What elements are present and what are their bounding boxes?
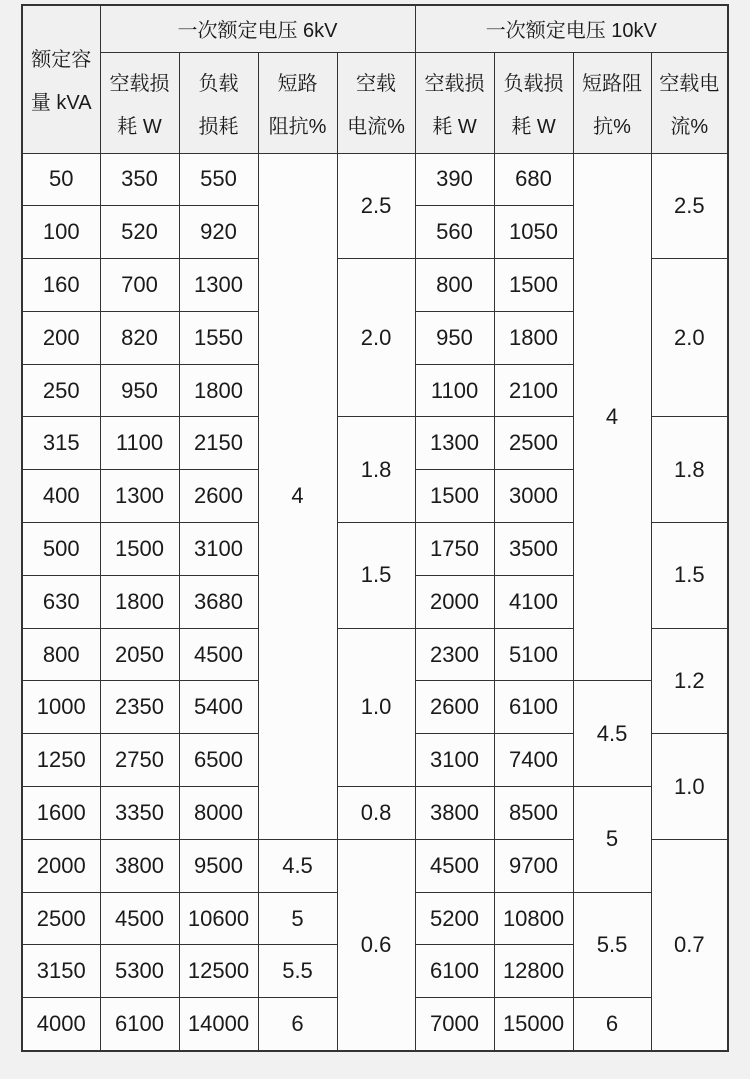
header-line: 抗% [593,115,631,138]
no-load-current-6kv-cell: 1.8 [337,417,415,523]
capacity-cell: 160 [22,259,100,312]
no-load-current-10kv-cell: 1.5 [651,523,728,629]
no-load-current-6kv-cell: 0.6 [337,839,415,1050]
no-load-current-6kv-cell: 1.0 [337,628,415,786]
load-loss-6kv-cell: 9500 [179,839,258,892]
load-loss-10kv-cell: 3000 [494,470,573,523]
no-load-loss-10kv-cell: 4500 [415,839,494,892]
table-row [22,787,728,840]
no-load-current-6kv-cell: 1.5 [337,523,415,629]
capacity-cell: 2000 [22,839,100,892]
impedance-10kv-cell: 4 [573,153,651,681]
impedance-10kv-cell: 6 [573,998,651,1051]
header-line: 耗 W [117,115,162,138]
no-load-current-6kv-cell: 0.8 [337,787,415,840]
no-load-loss-6kv-cell: 3800 [100,839,179,892]
spec-table [21,4,729,1052]
no-load-loss-10kv-cell: 3800 [415,787,494,840]
header-no-load-loss-10kv [415,52,494,153]
capacity-cell: 315 [22,417,100,470]
header-line: 空载电 [659,72,720,95]
capacity-cell: 500 [22,523,100,576]
no-load-loss-6kv-cell: 4500 [100,892,179,945]
header-load-loss-6kv [179,52,258,153]
header-line: 阻抗% [268,115,327,138]
capacity-cell: 1250 [22,734,100,787]
no-load-loss-10kv-cell: 1500 [415,470,494,523]
load-loss-10kv-cell: 2100 [494,364,573,417]
load-loss-10kv-cell: 4100 [494,575,573,628]
load-loss-6kv-cell: 1550 [179,311,258,364]
no-load-current-6kv-cell: 2.0 [337,259,415,417]
capacity-cell: 1000 [22,681,100,734]
no-load-loss-6kv-cell: 3350 [100,787,179,840]
header-line: 短路阻 [582,72,643,95]
no-load-loss-6kv-cell: 2350 [100,681,179,734]
no-load-loss-6kv-cell: 1300 [100,470,179,523]
header-no-load-loss-6kv [100,52,179,153]
capacity-header-line1: 额定容 [31,49,92,72]
header-line: 空载损 [424,72,485,95]
no-load-loss-10kv-cell: 1750 [415,523,494,576]
no-load-loss-10kv-cell: 2600 [415,681,494,734]
table-header [22,5,728,153]
no-load-loss-10kv-cell: 2300 [415,628,494,681]
capacity-cell: 250 [22,364,100,417]
load-loss-10kv-cell: 5100 [494,628,573,681]
capacity-cell: 1600 [22,787,100,840]
section-header-10kv: 一次额定电压 10kV [415,5,728,52]
load-loss-10kv-cell: 2500 [494,417,573,470]
header-line: 电流% [347,115,405,138]
load-loss-10kv-cell: 8500 [494,787,573,840]
load-loss-6kv-cell: 550 [179,153,258,206]
header-load-loss-10kv [494,52,573,153]
no-load-loss-10kv-cell: 5200 [415,892,494,945]
capacity-cell: 200 [22,311,100,364]
no-load-loss-10kv-cell: 6100 [415,945,494,998]
capacity-cell: 4000 [22,998,100,1051]
no-load-loss-6kv-cell: 2050 [100,628,179,681]
header-no-load-current-10kv [651,52,728,153]
no-load-loss-6kv-cell: 6100 [100,998,179,1051]
load-loss-10kv-cell: 15000 [494,998,573,1051]
no-load-loss-6kv-cell: 1500 [100,523,179,576]
header-line: 耗 W [432,115,477,138]
load-loss-6kv-cell: 12500 [179,945,258,998]
impedance-6kv-cell: 5 [258,892,337,945]
no-load-loss-6kv-cell: 1800 [100,575,179,628]
impedance-10kv-cell: 5.5 [573,892,651,998]
no-load-current-10kv-cell: 0.7 [651,839,728,1050]
load-loss-6kv-cell: 10600 [179,892,258,945]
load-loss-10kv-cell: 3500 [494,523,573,576]
impedance-6kv-cell: 4.5 [258,839,337,892]
no-load-loss-10kv-cell: 1300 [415,417,494,470]
no-load-loss-10kv-cell: 2000 [415,575,494,628]
load-loss-6kv-cell: 8000 [179,787,258,840]
capacity-cell: 100 [22,206,100,259]
load-loss-10kv-cell: 10800 [494,892,573,945]
load-loss-6kv-cell: 3100 [179,523,258,576]
header-line: 短路 [277,72,318,95]
table-row [22,153,728,206]
no-load-loss-6kv-cell: 700 [100,259,179,312]
impedance-6kv-cell: 5.5 [258,945,337,998]
load-loss-6kv-cell: 14000 [179,998,258,1051]
no-load-loss-10kv-cell: 3100 [415,734,494,787]
no-load-loss-6kv-cell: 5300 [100,945,179,998]
impedance-6kv-cell: 4 [258,153,337,839]
load-loss-10kv-cell: 12800 [494,945,573,998]
header-line: 耗 W [511,115,556,138]
load-loss-6kv-cell: 920 [179,206,258,259]
load-loss-10kv-cell: 7400 [494,734,573,787]
load-loss-6kv-cell: 4500 [179,628,258,681]
no-load-loss-6kv-cell: 820 [100,311,179,364]
no-load-loss-10kv-cell: 560 [415,206,494,259]
no-load-current-6kv-cell: 2.5 [337,153,415,259]
no-load-current-10kv-cell: 1.0 [651,734,728,840]
no-load-loss-6kv-cell: 350 [100,153,179,206]
no-load-current-10kv-cell: 1.8 [651,417,728,523]
no-load-loss-10kv-cell: 1100 [415,364,494,417]
load-loss-6kv-cell: 1300 [179,259,258,312]
header-line: 流% [670,115,709,138]
load-loss-6kv-cell: 2600 [179,470,258,523]
load-loss-10kv-cell: 9700 [494,839,573,892]
capacity-cell: 630 [22,575,100,628]
section-header-row [22,5,728,52]
header-no-load-current-6kv [337,52,415,153]
header-line: 损耗 [198,115,239,138]
capacity-cell: 2500 [22,892,100,945]
no-load-loss-10kv-cell: 950 [415,311,494,364]
no-load-loss-10kv-cell: 7000 [415,998,494,1051]
no-load-loss-10kv-cell: 390 [415,153,494,206]
no-load-loss-10kv-cell: 800 [415,259,494,312]
load-loss-10kv-cell: 1800 [494,311,573,364]
impedance-6kv-cell: 6 [258,998,337,1051]
sub-header-row [22,52,728,153]
no-load-current-10kv-cell: 1.2 [651,628,728,734]
no-load-loss-6kv-cell: 2750 [100,734,179,787]
header-impedance-10kv [573,52,651,153]
load-loss-6kv-cell: 1800 [179,364,258,417]
load-loss-6kv-cell: 5400 [179,681,258,734]
header-impedance-6kv [258,52,337,153]
load-loss-10kv-cell: 680 [494,153,573,206]
capacity-cell: 400 [22,470,100,523]
load-loss-10kv-cell: 1050 [494,206,573,259]
no-load-loss-6kv-cell: 1100 [100,417,179,470]
no-load-loss-6kv-cell: 520 [100,206,179,259]
impedance-10kv-cell: 4.5 [573,681,651,787]
load-loss-10kv-cell: 6100 [494,681,573,734]
no-load-current-10kv-cell: 2.0 [651,259,728,417]
table-body [22,153,728,1051]
load-loss-6kv-cell: 2150 [179,417,258,470]
capacity-cell: 50 [22,153,100,206]
load-loss-10kv-cell: 1500 [494,259,573,312]
load-loss-6kv-cell: 3680 [179,575,258,628]
capacity-column-header [22,5,100,153]
no-load-current-10kv-cell: 2.5 [651,153,728,259]
capacity-cell: 3150 [22,945,100,998]
header-line: 空载 [356,72,397,95]
section-header-6kv: 一次额定电压 6kV [100,5,415,52]
header-line: 负载损 [503,72,564,95]
header-line: 负载 [198,72,239,95]
load-loss-6kv-cell: 6500 [179,734,258,787]
no-load-loss-6kv-cell: 950 [100,364,179,417]
header-line: 空载损 [109,72,170,95]
capacity-cell: 800 [22,628,100,681]
capacity-header-line2: 量 kVA [30,92,92,115]
impedance-10kv-cell: 5 [573,787,651,893]
